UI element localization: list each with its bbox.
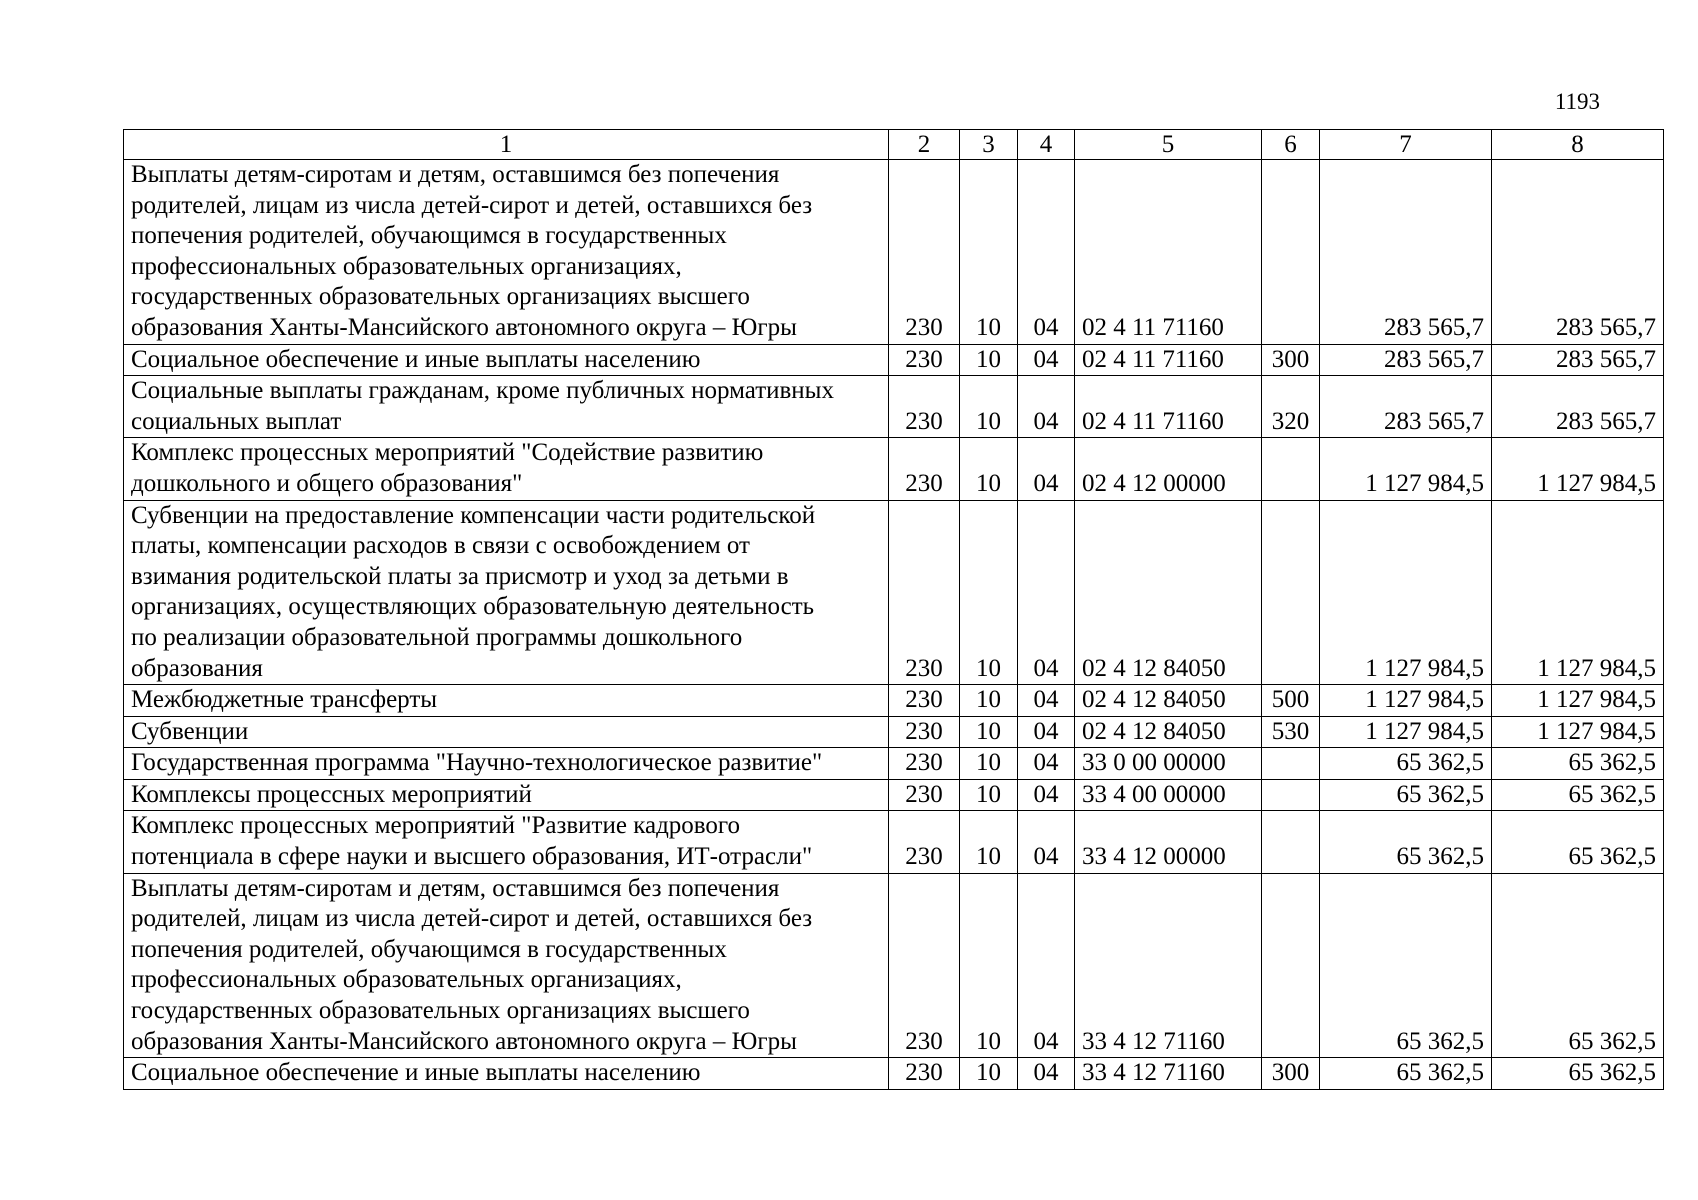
- cell-expense-type: [1262, 160, 1320, 345]
- cell-target-code: 02 4 11 71160: [1075, 376, 1262, 438]
- cell-target-code: 33 4 12 71160: [1075, 1058, 1262, 1090]
- page-number: 1193: [1554, 89, 1600, 114]
- cell-subsection: 04: [1018, 438, 1075, 500]
- table-row: [124, 873, 1664, 1058]
- cell-expense-type: [1262, 811, 1320, 873]
- cell-expense-type: 500: [1262, 685, 1320, 717]
- cell-amount-2: 65 362,5: [1492, 811, 1664, 873]
- cell-target-code: 33 4 12 71160: [1075, 873, 1262, 1058]
- cell-amount-1: 65 362,5: [1320, 1058, 1492, 1090]
- cell-amount-2: 283 565,7: [1492, 344, 1664, 376]
- cell-section: 10: [960, 685, 1018, 717]
- column-header: 3: [960, 130, 1018, 160]
- row-name: Комплекс процессных мероприятий "Развитие кадрового потенциала в сфере науки и высшего образования, ИТ-отрасли": [124, 811, 889, 873]
- row-name: Комплекс процессных мероприятий "Содействие развитию дошкольного и общего образования": [124, 438, 889, 500]
- cell-subsection: 04: [1018, 344, 1075, 376]
- cell-section: 10: [960, 438, 1018, 500]
- cell-subsection: 04: [1018, 873, 1075, 1058]
- column-header: 4: [1018, 130, 1075, 160]
- table-row: [124, 376, 1664, 438]
- cell-target-code: 02 4 11 71160: [1075, 160, 1262, 345]
- cell-subsection: 04: [1018, 811, 1075, 873]
- cell-amount-1: 1 127 984,5: [1320, 500, 1492, 685]
- cell-expense-type: 320: [1262, 376, 1320, 438]
- column-header: 1: [124, 130, 889, 160]
- column-header: 2: [889, 130, 960, 160]
- cell-ministry: 230: [889, 716, 960, 748]
- table-row: [124, 748, 1664, 780]
- cell-ministry: 230: [889, 160, 960, 345]
- cell-expense-type: [1262, 438, 1320, 500]
- row-name: Субвенции на предоставление компенсации части родительской платы, компенсации расходов в связи с освобождением от взимания родительской платы за присмотр и уход за детьми в организациях, осуществляющих образовательную деятельность по реализации образовательной программы дошкольного образования: [124, 500, 889, 685]
- cell-section: 10: [960, 811, 1018, 873]
- cell-subsection: 04: [1018, 748, 1075, 780]
- cell-target-code: 33 4 12 00000: [1075, 811, 1262, 873]
- cell-amount-2: 283 565,7: [1492, 376, 1664, 438]
- table-row: [124, 811, 1664, 873]
- cell-target-code: 33 4 00 00000: [1075, 779, 1262, 811]
- cell-target-code: 02 4 12 84050: [1075, 685, 1262, 717]
- cell-amount-1: 283 565,7: [1320, 344, 1492, 376]
- table-row: [124, 438, 1664, 500]
- cell-amount-2: 65 362,5: [1492, 779, 1664, 811]
- column-header: 5: [1075, 130, 1262, 160]
- cell-subsection: 04: [1018, 716, 1075, 748]
- cell-amount-1: 1 127 984,5: [1320, 685, 1492, 717]
- cell-amount-2: 1 127 984,5: [1492, 716, 1664, 748]
- cell-ministry: 230: [889, 500, 960, 685]
- cell-amount-2: 65 362,5: [1492, 1058, 1664, 1090]
- cell-amount-1: 65 362,5: [1320, 873, 1492, 1058]
- header-row: [124, 130, 1664, 160]
- table-row: [124, 716, 1664, 748]
- cell-expense-type: [1262, 873, 1320, 1058]
- cell-amount-2: 65 362,5: [1492, 873, 1664, 1058]
- cell-ministry: 230: [889, 811, 960, 873]
- cell-ministry: 230: [889, 748, 960, 780]
- cell-amount-2: 1 127 984,5: [1492, 500, 1664, 685]
- cell-ministry: 230: [889, 685, 960, 717]
- cell-amount-1: 283 565,7: [1320, 376, 1492, 438]
- cell-section: 10: [960, 1058, 1018, 1090]
- cell-expense-type: [1262, 500, 1320, 685]
- cell-amount-1: 1 127 984,5: [1320, 716, 1492, 748]
- row-name: Межбюджетные трансферты: [124, 685, 889, 717]
- cell-subsection: 04: [1018, 500, 1075, 685]
- cell-expense-type: 300: [1262, 344, 1320, 376]
- cell-amount-1: 65 362,5: [1320, 811, 1492, 873]
- cell-amount-1: 1 127 984,5: [1320, 438, 1492, 500]
- cell-ministry: 230: [889, 376, 960, 438]
- cell-amount-2: 1 127 984,5: [1492, 438, 1664, 500]
- cell-subsection: 04: [1018, 685, 1075, 717]
- cell-expense-type: 530: [1262, 716, 1320, 748]
- cell-subsection: 04: [1018, 160, 1075, 345]
- cell-section: 10: [960, 376, 1018, 438]
- cell-expense-type: [1262, 748, 1320, 780]
- row-name: Социальное обеспечение и иные выплаты населению: [124, 344, 889, 376]
- table-row: [124, 160, 1664, 345]
- cell-amount-1: 65 362,5: [1320, 748, 1492, 780]
- cell-subsection: 04: [1018, 779, 1075, 811]
- cell-ministry: 230: [889, 1058, 960, 1090]
- cell-section: 10: [960, 779, 1018, 811]
- cell-ministry: 230: [889, 438, 960, 500]
- cell-subsection: 04: [1018, 376, 1075, 438]
- cell-amount-1: 65 362,5: [1320, 779, 1492, 811]
- cell-subsection: 04: [1018, 1058, 1075, 1090]
- row-name: Государственная программа "Научно-технологическое развитие": [124, 748, 889, 780]
- cell-section: 10: [960, 873, 1018, 1058]
- cell-target-code: 02 4 11 71160: [1075, 344, 1262, 376]
- row-name: Выплаты детям-сиротам и детям, оставшимся без попечения родителей, лицам из числа детей-сирот и детей, оставшихся без попечения родителей, обучающимся в государственных профессиональных образовательных организациях, государственных образовательных организациях высшего образования Ханты-Мансийского автономного округа – Югры: [124, 160, 889, 345]
- cell-section: 10: [960, 716, 1018, 748]
- row-name: Субвенции: [124, 716, 889, 748]
- cell-amount-1: 283 565,7: [1320, 160, 1492, 345]
- cell-ministry: 230: [889, 873, 960, 1058]
- cell-section: 10: [960, 500, 1018, 685]
- cell-target-code: 02 4 12 00000: [1075, 438, 1262, 500]
- budget-table: [123, 129, 1664, 1090]
- row-name: Социальные выплаты гражданам, кроме публичных нормативных социальных выплат: [124, 376, 889, 438]
- column-header: 8: [1492, 130, 1664, 160]
- cell-amount-2: 65 362,5: [1492, 748, 1664, 780]
- cell-section: 10: [960, 160, 1018, 345]
- row-name: Комплексы процессных мероприятий: [124, 779, 889, 811]
- cell-expense-type: 300: [1262, 1058, 1320, 1090]
- table-row: [124, 344, 1664, 376]
- cell-target-code: 02 4 12 84050: [1075, 500, 1262, 685]
- column-header: 7: [1320, 130, 1492, 160]
- cell-ministry: 230: [889, 344, 960, 376]
- cell-amount-2: 1 127 984,5: [1492, 685, 1664, 717]
- cell-target-code: 02 4 12 84050: [1075, 716, 1262, 748]
- table-row: [124, 685, 1664, 717]
- cell-expense-type: [1262, 779, 1320, 811]
- cell-section: 10: [960, 748, 1018, 780]
- table-row: [124, 779, 1664, 811]
- cell-section: 10: [960, 344, 1018, 376]
- cell-ministry: 230: [889, 779, 960, 811]
- cell-target-code: 33 0 00 00000: [1075, 748, 1262, 780]
- table-row: [124, 1058, 1664, 1090]
- cell-amount-2: 283 565,7: [1492, 160, 1664, 345]
- row-name: Выплаты детям-сиротам и детям, оставшимся без попечения родителей, лицам из числа детей-сирот и детей, оставшихся без попечения родителей, обучающимся в государственных профессиональных образовательных организациях, государственных образовательных организациях высшего образования Ханты-Мансийского автономного округа – Югры: [124, 873, 889, 1058]
- table-row: [124, 500, 1664, 685]
- column-header: 6: [1262, 130, 1320, 160]
- row-name: Социальное обеспечение и иные выплаты населению: [124, 1058, 889, 1090]
